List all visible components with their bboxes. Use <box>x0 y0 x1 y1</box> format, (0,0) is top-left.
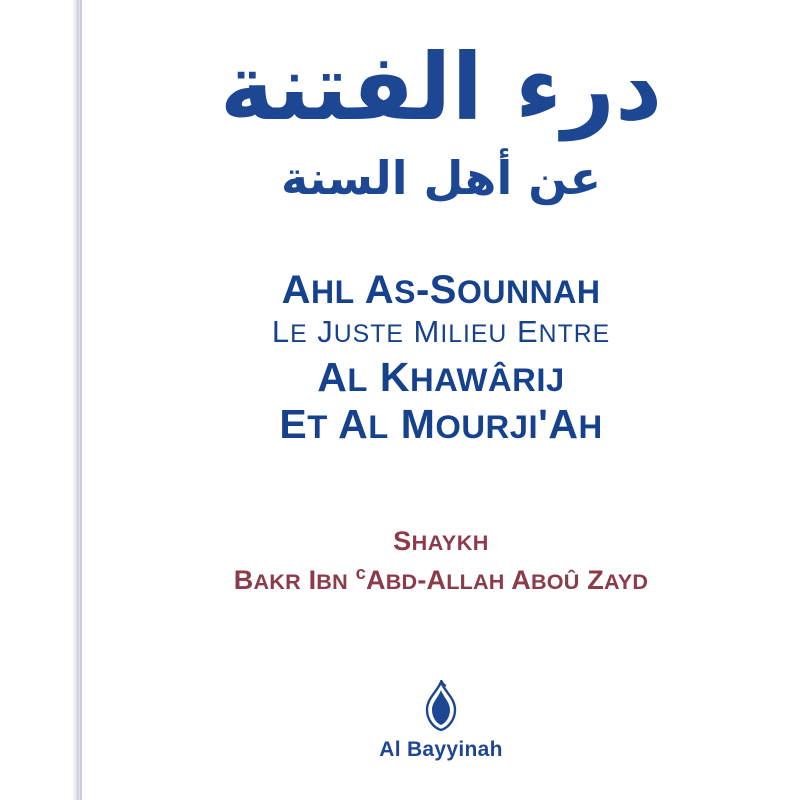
publisher-name: Al Bayyinah <box>379 738 503 761</box>
arabic-subtitle: عن أهل السنة <box>280 151 602 205</box>
author-name-prefix: BAKR IBN <box>233 565 348 596</box>
author-name <box>82 562 800 596</box>
title-line-1: AHL AS-SOUNNAH <box>281 268 601 313</box>
arabic-title-block <box>82 30 800 206</box>
title-line-4: ET AL MOURJI'AH <box>279 400 603 447</box>
french-title-block <box>82 268 800 448</box>
title-line-3: AL KHAWÂRIJ <box>317 353 565 400</box>
cover-content <box>82 0 800 800</box>
publisher-block <box>82 680 800 762</box>
title-line-2: LE JUSTE MILIEU ENTRE <box>271 313 611 349</box>
cover-page <box>82 0 800 800</box>
author-block <box>82 526 800 596</box>
author-name-superscript: c <box>355 562 367 584</box>
arabic-main-title: درء الفتنة <box>219 34 663 141</box>
flame-droplet-icon <box>419 680 463 732</box>
author-name-rest: ABD-ALLAH ABOÛ ZAYD <box>366 565 649 596</box>
author-role: SHAYKH <box>393 526 489 557</box>
